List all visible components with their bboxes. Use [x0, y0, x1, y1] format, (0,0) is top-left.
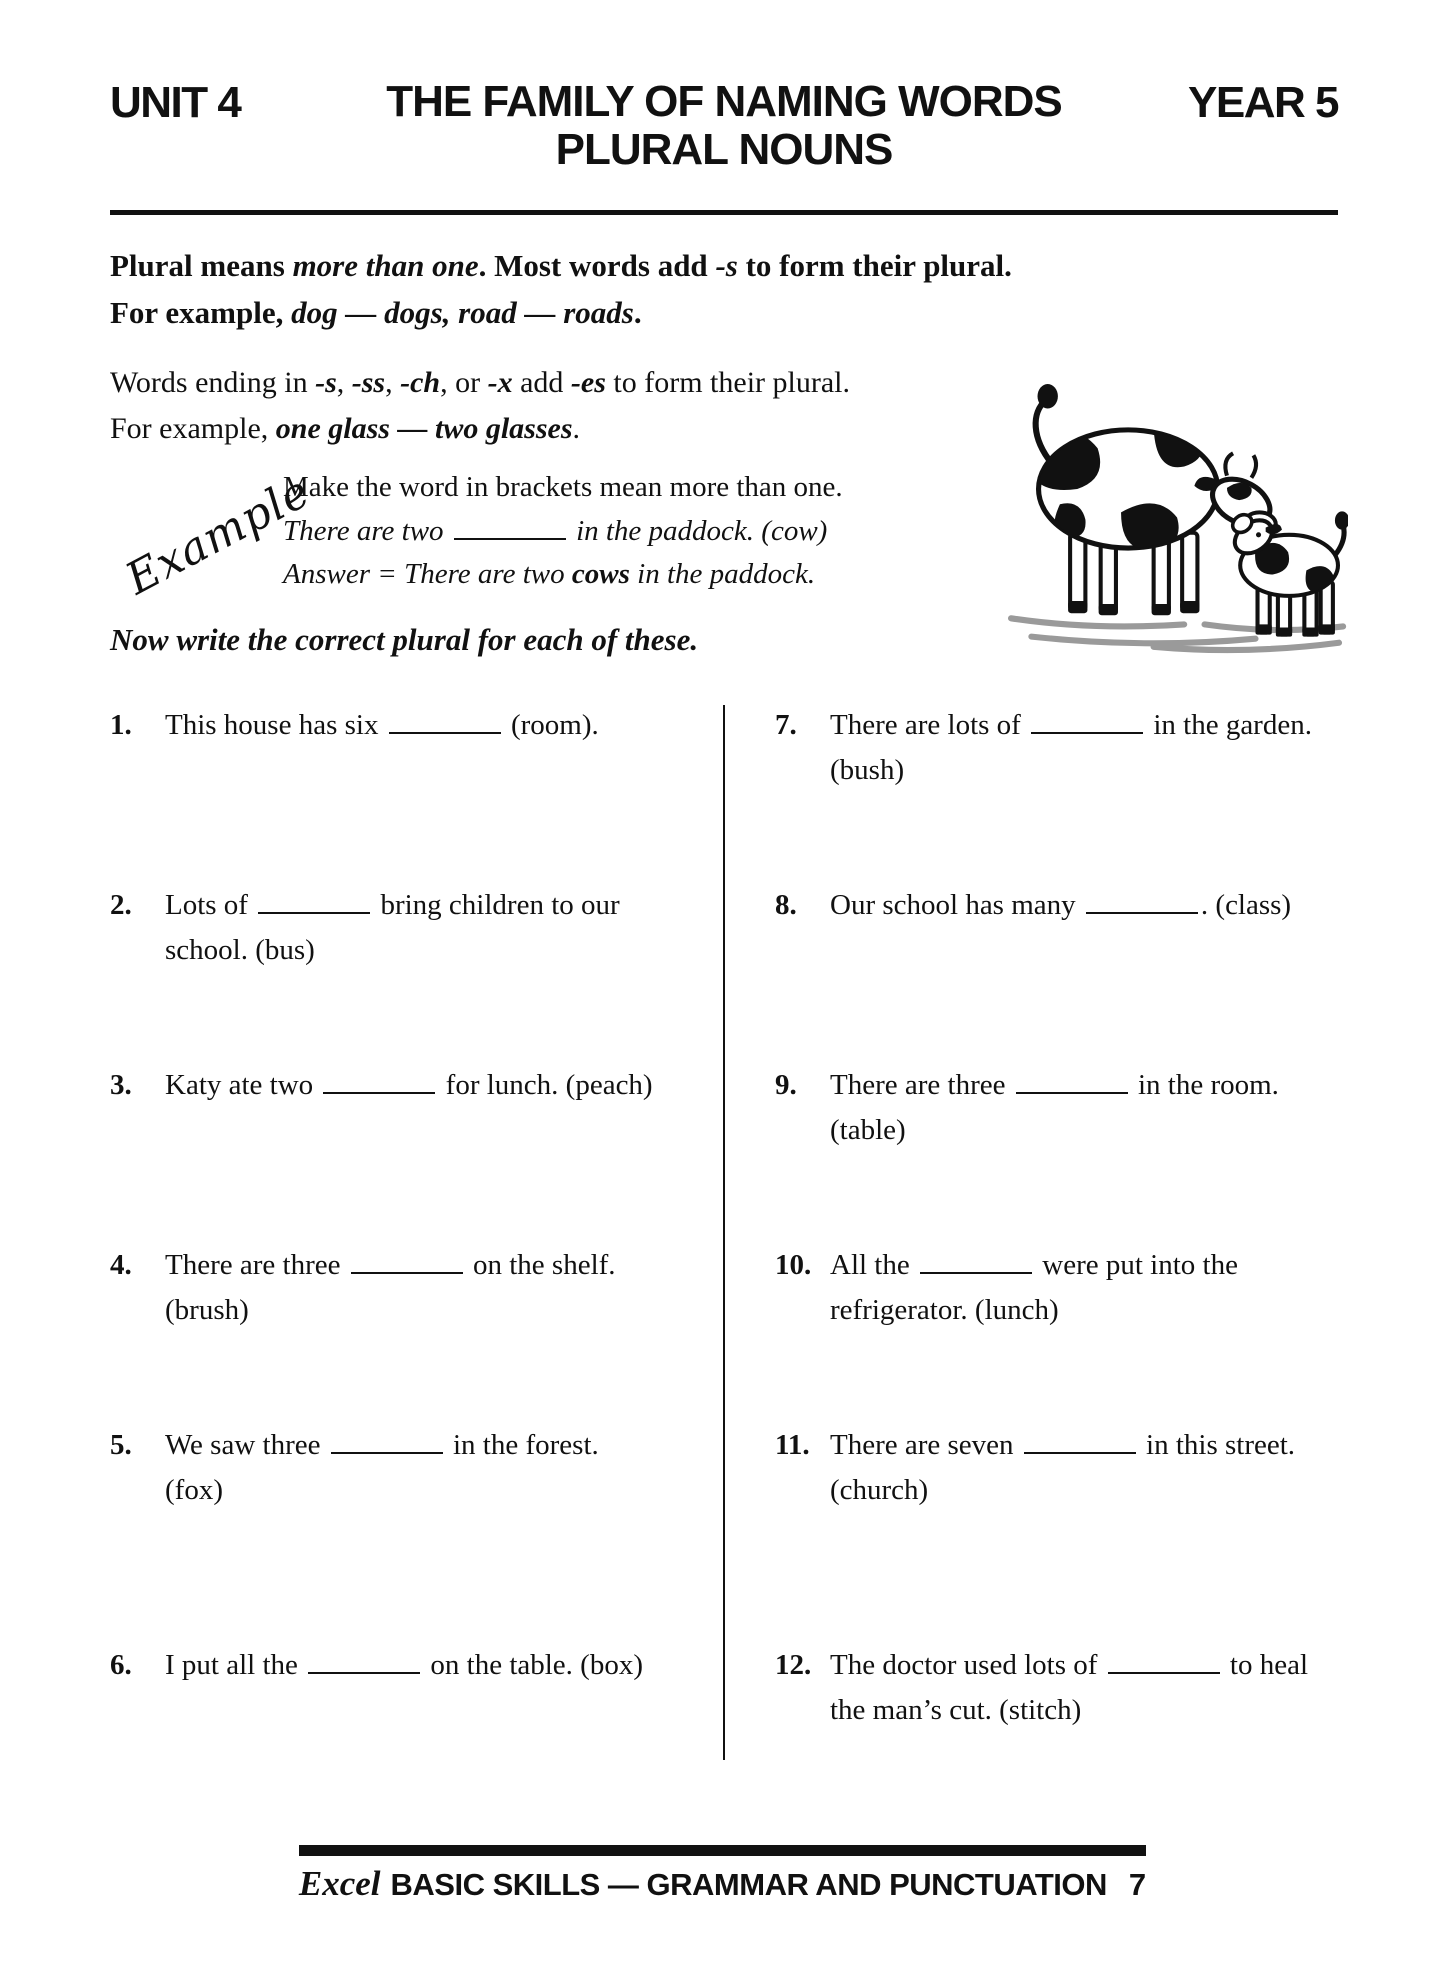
text-run: There are two: [283, 514, 451, 547]
question-item: [775, 1423, 1338, 1643]
answer-blank: [258, 912, 370, 914]
answer-blank: [323, 1092, 435, 1094]
unit-label: UNIT 4: [110, 78, 241, 127]
question-number: 1.: [110, 709, 132, 741]
text-run: There are three: [165, 1249, 348, 1281]
text-run: . Most words add: [478, 248, 716, 283]
page-number: 7: [1128, 1867, 1147, 1902]
question-item: [110, 1243, 663, 1423]
text-run: Lots of: [165, 889, 256, 921]
text-run: more than one: [292, 248, 479, 283]
text-run: ,: [385, 366, 401, 399]
question-text: [830, 1243, 1338, 1333]
answer-blank: [454, 538, 566, 540]
text-run: I put all the: [165, 1649, 306, 1681]
question-text: [165, 703, 663, 748]
text-run: .: [572, 411, 581, 445]
example-sentence: [283, 510, 1003, 554]
text-run: -s: [315, 366, 337, 399]
text-run: one glass — two glasses: [275, 411, 573, 445]
cow-calf-drawing: [1000, 382, 1348, 657]
text-run: -ch: [400, 366, 441, 399]
question-item: [110, 883, 663, 1063]
answer-blank: [1086, 912, 1198, 914]
text-run: -s: [715, 248, 738, 283]
example-instruction: Make the word in brackets mean more than one.: [283, 471, 843, 503]
answer-blank: [1024, 1452, 1136, 1454]
questions-section: [110, 703, 1338, 1733]
question-text: [165, 1643, 663, 1688]
text-run: There are seven: [830, 1429, 1021, 1461]
answer-blank: [1016, 1092, 1128, 1094]
year-label: YEAR 5: [1188, 78, 1338, 127]
answer-blank: [1031, 732, 1143, 734]
text-run: were put into the refrigerator. (lunch): [830, 1249, 1238, 1326]
text-run: . (class): [1200, 889, 1292, 921]
text-run: in the forest. (fox): [165, 1429, 599, 1506]
question-text: [165, 1423, 663, 1513]
question-text: [165, 883, 663, 973]
header-divider: [110, 210, 1338, 215]
answer-blank: [920, 1272, 1032, 1274]
text-run: in this street. (church): [830, 1429, 1296, 1506]
text-run: Katy ate two: [165, 1069, 321, 1101]
text-run: -ss: [351, 366, 386, 399]
text-run: for lunch. (peach): [438, 1069, 653, 1101]
rule-add-es: [110, 360, 1120, 452]
text-run: Words ending in: [110, 366, 316, 399]
footer-brand: Excel: [298, 1864, 381, 1903]
text-run: Our school has many: [830, 889, 1083, 921]
text-run: to form their plural.: [737, 248, 1012, 283]
text-run: For example,: [110, 411, 276, 445]
question-text: [165, 1063, 663, 1108]
text-run: The doctor used lots of: [830, 1649, 1105, 1681]
text-run: We saw three: [165, 1429, 328, 1461]
answer-blank: [331, 1452, 443, 1454]
text-run: on the table. (box): [423, 1649, 643, 1681]
question-text: [830, 1063, 1338, 1153]
question-text: [830, 1423, 1338, 1513]
text-run: Plural means: [110, 248, 293, 283]
question-item: [110, 1063, 663, 1243]
text-run: -x: [487, 366, 513, 399]
question-item: [775, 1063, 1338, 1243]
question-number: 8.: [775, 889, 797, 921]
answer-blank: [389, 732, 501, 734]
question-number: 7.: [775, 709, 797, 741]
text-run: This house has six: [165, 709, 386, 741]
question-number: 6.: [110, 1649, 132, 1681]
exercise-instruction: Now write the correct plural for each of these.: [110, 622, 699, 657]
question-item: [775, 703, 1338, 883]
example-block: [283, 466, 1003, 597]
text-run: to heal the man’s cut. (stitch): [830, 1649, 1308, 1726]
question-text: [830, 1643, 1338, 1733]
answer-blank: [1108, 1672, 1220, 1674]
title-line-1: THE FAMILY OF NAMING WORDS: [386, 77, 1062, 126]
text-run: in the paddock.: [629, 558, 816, 590]
text-run: ,: [336, 366, 352, 399]
text-run: There are lots of: [830, 709, 1029, 741]
text-run: cows: [571, 558, 630, 590]
text-run: in the room. (table): [830, 1069, 1279, 1146]
question-item: [110, 1423, 663, 1643]
questions-column-right: [723, 703, 1338, 1733]
page-footer: [0, 1845, 1445, 1904]
rule-add-s: [110, 243, 1220, 336]
text-run: bring children to our school. (bus): [165, 889, 620, 966]
text-run: dog — dogs, road — roads: [291, 294, 634, 330]
question-number: 11.: [775, 1429, 810, 1461]
question-number: 4.: [110, 1249, 132, 1281]
text-run: There are three: [830, 1069, 1013, 1101]
example-label: Example: [117, 465, 319, 606]
question-number: 5.: [110, 1429, 132, 1461]
question-text: [830, 703, 1338, 793]
text-run: on the shelf. (brush): [165, 1249, 616, 1326]
example-answer: [283, 553, 1003, 597]
questions-column-left: [110, 703, 723, 1733]
text-run: in the paddock. (cow): [568, 514, 828, 547]
title-line-2: PLURAL NOUNS: [555, 125, 893, 175]
text-run: , or: [440, 366, 488, 399]
footer-bar: [299, 1845, 1146, 1904]
cow-calf-illustration: [1000, 382, 1348, 657]
question-item: [775, 883, 1338, 1063]
text-run: .: [633, 294, 642, 330]
text-run: in the garden. (bush): [830, 709, 1312, 786]
footer-series-title: BASIC SKILLS — GRAMMAR AND PUNCTUATION: [390, 1867, 1107, 1902]
question-item: [110, 1643, 663, 1688]
question-number: 12.: [775, 1649, 812, 1681]
text-run: (room).: [503, 709, 599, 741]
answer-blank: [351, 1272, 463, 1274]
column-divider: [723, 705, 725, 1760]
text-run: add: [512, 366, 571, 399]
page-title: [386, 78, 1062, 175]
text-run: All the: [830, 1249, 917, 1281]
text-run: For example,: [110, 294, 292, 330]
page-header: [110, 78, 1338, 175]
question-item: [110, 703, 663, 883]
text-run: Answer = There are two: [283, 558, 572, 590]
question-text: [165, 1243, 663, 1333]
question-text: [830, 883, 1338, 928]
question-number: 9.: [775, 1069, 797, 1101]
question-number: 2.: [110, 889, 132, 921]
question-item: [775, 1643, 1338, 1733]
question-number: 10.: [775, 1249, 812, 1281]
answer-blank: [308, 1672, 420, 1674]
question-item: [775, 1243, 1338, 1423]
text-run: -es: [570, 366, 606, 399]
question-number: 3.: [110, 1069, 132, 1101]
text-run: to form their plural.: [605, 366, 851, 399]
